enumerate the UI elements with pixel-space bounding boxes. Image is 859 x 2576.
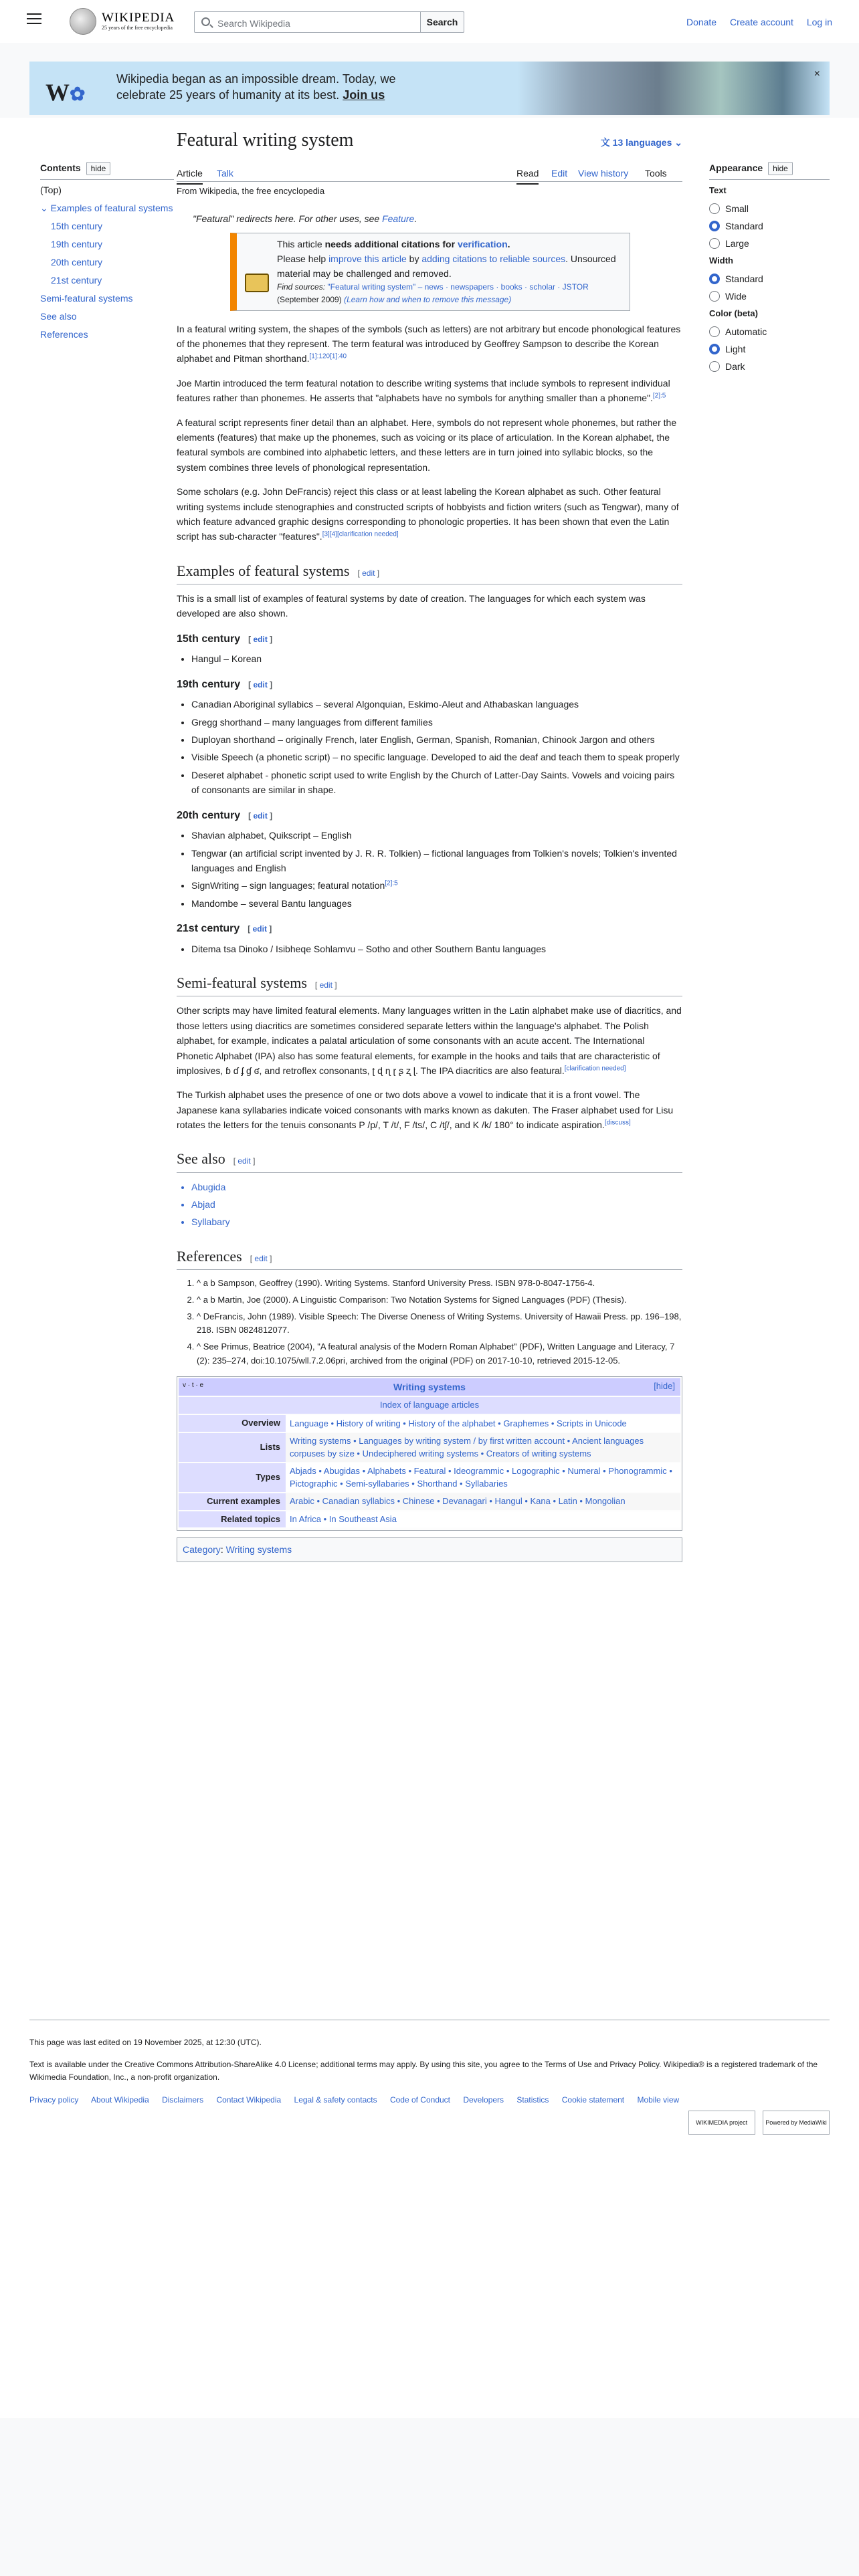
- heading-text: References: [177, 1247, 242, 1265]
- navbox-table: [179, 1414, 680, 1529]
- edit-label[interactable]: edit: [253, 634, 268, 644]
- see-also-item[interactable]: • Abugida: [191, 1180, 682, 1194]
- citation-ref[interactable]: [1]:40: [330, 352, 347, 360]
- navbox-above[interactable]: Index of language articles: [179, 1397, 680, 1414]
- intro-paragraph-1: [177, 322, 682, 366]
- footer-link[interactable]: Privacy policy: [29, 2095, 79, 2105]
- login-link[interactable]: Log in: [806, 17, 832, 27]
- text-large-radio[interactable]: Large: [709, 237, 830, 250]
- footer-link[interactable]: Legal & safety contacts: [294, 2095, 377, 2105]
- banner-image: [518, 62, 830, 115]
- heading-text: 21st century: [177, 923, 240, 935]
- footer-links: [29, 2094, 830, 2107]
- edit-label[interactable]: edit: [362, 568, 375, 578]
- color-label: Color (beta): [709, 308, 758, 318]
- reference-item[interactable]: 1. ^ a b Sampson, Geoffrey (1990). Writing Systems. Stanford University Press. ISBN 978-0-8047-1756-4.: [197, 1277, 682, 1291]
- text-standard-radio[interactable]: Standard: [709, 219, 830, 233]
- heading-text: Semi-featural systems: [177, 974, 307, 992]
- ambox-date: (September 2009): [277, 295, 342, 305]
- tab-tools[interactable]: Tools: [645, 168, 667, 179]
- navbox-row: [179, 1415, 680, 1432]
- citation-ref[interactable]: [4][clarification needed]: [329, 530, 399, 538]
- list-item[interactable]: • Deseret alphabet - phonetic script used to write English by the Church of Latter-Day Saints. Vowels and voicing pairs of consonants are similar in shape.: [191, 768, 682, 798]
- color-light-radio[interactable]: Light: [709, 342, 830, 356]
- edit-label[interactable]: edit: [253, 811, 268, 821]
- book-icon: [245, 274, 269, 292]
- navbox-title-link[interactable]: Writing systems: [393, 1381, 466, 1392]
- reference-list: [197, 1277, 682, 1368]
- navbox-title: [179, 1378, 680, 1396]
- section-edit-link[interactable]: [ edit ]: [314, 980, 337, 990]
- wikipedia-tagline: 25 years of the free encyclopedia: [102, 25, 173, 31]
- wikipedia-wordmark[interactable]: WIKIPEDIA: [102, 11, 175, 25]
- footer-link[interactable]: Cookie statement: [561, 2095, 625, 2105]
- footer-link[interactable]: Disclaimers: [162, 2095, 204, 2105]
- list-item[interactable]: [191, 878, 682, 893]
- heading-text: 15th century: [177, 633, 241, 645]
- banner-line-1: Wikipedia began as an impossible dream. Today, we: [116, 72, 396, 86]
- list-item[interactable]: • Visible Speech (a phonetic script) – no specific language. Developed to aid the deaf and teach them to speak properly: [191, 750, 682, 764]
- list-20th-century: [191, 828, 682, 911]
- tab-edit[interactable]: Edit: [551, 168, 568, 179]
- semi-paragraph-1: [177, 1003, 682, 1078]
- navbox-row-links[interactable]: Arabic • Canadian syllabics • Chinese • Devanagari • Hangul • Kana • Latin • Mongolian: [286, 1493, 680, 1510]
- footer-link[interactable]: Developers: [463, 2095, 504, 2105]
- ambox-text: This article: [277, 239, 325, 250]
- list-item[interactable]: • Ditema tsa Dinoko / Isibheqe Sohlamvu – Sotho and other Southern Bantu languages: [191, 942, 682, 956]
- heading-text: 19th century: [177, 678, 241, 690]
- paragraph-text: Some scholars (e.g. John DeFrancis) reject this class or at least labeling the Korean alphabet as such. Other featural writing systems include stenographies and constructed scripts of hobbyists and fiction writers (such as Tengwar), many of which feature advanced graphic designs corresponding to phonologic properties. It has been shown that even the Latin script has sub-character "features".: [177, 486, 679, 542]
- navbox-row: [179, 1511, 680, 1528]
- navbox-row-label: Lists: [179, 1433, 286, 1462]
- search-box[interactable]: [194, 11, 464, 33]
- section-edit-link[interactable]: [ edit ]: [250, 1253, 272, 1263]
- page-footer: [29, 2020, 830, 2126]
- page-title: Featural writing system: [177, 130, 354, 150]
- toc-item-examples[interactable]: [40, 202, 174, 215]
- list-item[interactable]: • Duployan shorthand – originally French, later English, German, Spanish, Romanian, Chinook Jargon and others: [191, 732, 682, 747]
- toc-item-references[interactable]: References: [40, 328, 88, 340]
- edit-label[interactable]: edit: [252, 924, 267, 934]
- toc-item-see-also[interactable]: See also: [40, 310, 77, 322]
- see-also-item[interactable]: • Abjad: [191, 1197, 682, 1212]
- hatnote-link[interactable]: Feature: [382, 213, 415, 224]
- mediawiki-badge[interactable]: Powered by MediaWiki: [763, 2111, 830, 2135]
- language-button[interactable]: 文 13 languages ⌄: [600, 137, 682, 148]
- toc-item-21st[interactable]: 21st century: [51, 274, 102, 286]
- intro-paragraph-2: [177, 376, 682, 406]
- last-edited: This page was last edited on 19 November 2025, at 12:30 (UTC).: [29, 2038, 262, 2047]
- width-standard-radio[interactable]: Standard: [709, 272, 830, 286]
- section-heading-15th: [177, 631, 682, 648]
- donate-link[interactable]: Donate: [686, 17, 717, 27]
- section-edit-link[interactable]: [ edit ]: [233, 1156, 256, 1166]
- license-text: Text is available under the Creative Commons Attribution-ShareAlike 4.0 License; additional terms may apply. By using this site, you agree to the Terms of Use and Privacy Policy. Wikipedia® is a registered trademark of the Wikimedia Foundation, Inc., a non-profit organization.: [29, 2060, 818, 2082]
- toc-item-semi-featural[interactable]: Semi-featural systems: [40, 292, 133, 304]
- ambox-text: Please help: [277, 253, 329, 265]
- reference-item[interactable]: 3. ^ DeFrancis, John (1989). Visible Speech: The Diverse Oneness of Writing Systems. University of Hawaii Press. pp. 196–198, 218. ISBN 0824812077.: [197, 1310, 682, 1338]
- writing-systems-navbox: [177, 1376, 682, 1531]
- verification-link[interactable]: verification: [457, 239, 508, 250]
- hatnote-text: "Featural" redirects here. For other uses, see: [193, 213, 383, 224]
- section-heading-20th: [177, 807, 682, 825]
- w25-logo: W✿: [45, 79, 86, 106]
- section-heading-19th: [177, 676, 682, 693]
- list-15th-century: [191, 651, 682, 666]
- section-edit-link[interactable]: [ edit ]: [357, 568, 380, 578]
- reference-item[interactable]: 4. ^ See Primus, Beatrice (2004), "A featural analysis of the Modern Roman Alphabet" (PDF), Written Language and Literacy, 7 (2): 235–274, doi:10.1075/wll.7.2.06pri, archived from the original (PDF) on 2017-10-10, retrieved 2015-12-05.: [197, 1340, 682, 1368]
- create-account-link[interactable]: Create account: [730, 17, 793, 27]
- tab-view-history[interactable]: View history: [578, 168, 629, 179]
- citation-ref[interactable]: [discuss]: [604, 1119, 631, 1127]
- navbox-row-label: Current examples: [179, 1493, 286, 1510]
- citation-ref[interactable]: [clarification needed]: [564, 1065, 626, 1073]
- list-item[interactable]: • Gregg shorthand – many languages from different families: [191, 715, 682, 730]
- main-menu-icon[interactable]: [27, 13, 41, 25]
- list-item[interactable]: • Mandombe – several Bantu languages: [191, 896, 682, 911]
- tab-article[interactable]: Article: [177, 166, 203, 185]
- toc-item-19th[interactable]: 19th century: [51, 239, 103, 250]
- navbox-row-links[interactable]: Language • History of writing • History of the alphabet • Graphemes • Scripts in Unicode: [286, 1415, 680, 1432]
- navbox-hide-button[interactable]: [hide]: [654, 1380, 675, 1391]
- fundraising-banner: [29, 62, 830, 115]
- width-label: Width: [709, 255, 733, 266]
- section-heading-see-also: [177, 1147, 682, 1172]
- paragraph-text: Other scripts may have limited featural elements. Many languages written in the Latin alphabet make use of diacritics, and those letters using diacritics are sometimes considered separate letters within the language's alphabet. The Polish alphabet, for example, indicates a palatal articulation of some consonants with an acute accent. The International Phonetic Alphabet (IPA) also has some featural elements, for example in the hooks and tails that are characteristic of implosives, ɓ ɗ ʄ ɠ ʛ, and retroflex consonants, ʈ ɖ ɳ ɽ ʂ ʐ ɭ. The IPA diacritics are also featural.: [177, 1005, 682, 1076]
- list-item[interactable]: • Shavian alphabet, Quikscript – English: [191, 828, 682, 843]
- tab-read[interactable]: Read: [516, 166, 539, 185]
- find-sources-label: Find sources:: [277, 282, 328, 292]
- hatnote: "Featural" redirects here. For other uses, see Feature.: [193, 213, 417, 224]
- banner-close-icon[interactable]: ×: [814, 68, 820, 80]
- search-icon: [201, 17, 210, 26]
- wikimedia-badge[interactable]: WIKIMEDIA project: [688, 2111, 755, 2135]
- heading-text: 20th century: [177, 809, 241, 821]
- text-small-radio[interactable]: Small: [709, 202, 830, 215]
- banner-line-2: celebrate 25 years of humanity at its best.: [116, 88, 340, 102]
- edit-label[interactable]: edit: [237, 1156, 251, 1166]
- section-edit-link[interactable]: [ edit ]: [248, 634, 273, 644]
- article-body: [177, 211, 682, 1562]
- toc-item-15th[interactable]: 15th century: [51, 221, 103, 232]
- section-heading-semi-featural: [177, 971, 682, 996]
- width-wide-radio[interactable]: Wide: [709, 290, 830, 303]
- navbox-row-links[interactable]: In Africa • In Southeast Asia: [286, 1511, 680, 1528]
- navbox-vte-links[interactable]: v · t · e: [183, 1381, 204, 1389]
- chevron-down-icon[interactable]: ⌄: [40, 203, 51, 214]
- text-size-label: Text: [709, 185, 727, 196]
- heading-text: Examples of featural systems: [177, 562, 350, 579]
- learn-remove-link[interactable]: (Learn how and when to remove this message): [344, 295, 512, 305]
- section-edit-link[interactable]: [ edit ]: [248, 924, 272, 934]
- citation-ref[interactable]: [2]:5: [652, 392, 666, 400]
- list-item[interactable]: • Hangul – Korean: [191, 651, 682, 666]
- banner-text: [116, 71, 396, 104]
- footer-link[interactable]: Statistics: [516, 2095, 549, 2105]
- category-link[interactable]: Writing systems: [225, 1544, 292, 1555]
- tab-talk[interactable]: Talk: [217, 168, 233, 179]
- footer-link[interactable]: Mobile view: [637, 2095, 680, 2105]
- intro-paragraph-3: A featural script represents finer detail than an alphabet. Here, symbols do not represent whole phonemes, but rather the elements (features) that make up the phonemes, such as voicing or its place of articulation. In the Korean alphabet, the featural symbols are combined into alphabetic letters, and these letters are in turn joined into syllabic blocks, so the system combines three levels of phonological representation.: [177, 417, 677, 473]
- see-also-list: [191, 1180, 682, 1230]
- paragraph-text: In a featural writing system, the shapes of the symbols (such as letters) are not arbitrary but encode phonological features of the phonemes that they represent. The term featural was introduced by Geoffrey Sampson to describe the Korean alphabet and Pitman shorthand.: [177, 323, 681, 364]
- improve-article-link[interactable]: improve this article: [328, 253, 407, 265]
- search-button[interactable]: Search: [420, 11, 464, 33]
- footer-link[interactable]: About Wikipedia: [91, 2095, 149, 2105]
- paragraph-text: Joe Martin introduced the term featural notation to describe writing systems that include symbols to represent individual features rather than phonemes. He asserts that "alphabets have no symbols for anything smaller than a phoneme".: [177, 377, 670, 404]
- section-edit-link[interactable]: [ edit ]: [248, 679, 273, 689]
- footer-link[interactable]: Contact Wikipedia: [216, 2095, 282, 2105]
- navbox-row: [179, 1493, 680, 1510]
- appearance-heading: Appearance: [709, 163, 763, 173]
- ambox-text: by: [406, 253, 422, 265]
- category-label[interactable]: Category: [183, 1544, 221, 1555]
- appearance-panel: [709, 160, 830, 377]
- citation-ref[interactable]: [3]: [322, 530, 330, 538]
- edit-label[interactable]: edit: [319, 980, 332, 990]
- citation-ref[interactable]: [2]:5: [385, 879, 398, 887]
- personal-tools: [676, 15, 832, 29]
- section-heading-references: [177, 1245, 682, 1270]
- intro-paragraph-4: [177, 484, 682, 544]
- list-item[interactable]: • Canadian Aboriginal syllabics – several Algonquian, Eskimo-Aleut and Athabaskan languages: [191, 697, 682, 712]
- semi-paragraph-2: [177, 1087, 682, 1132]
- footer-link[interactable]: Code of Conduct: [389, 2095, 450, 2105]
- edit-label[interactable]: edit: [254, 1253, 268, 1263]
- navbox-row: [179, 1433, 680, 1462]
- ambox-text: . Unsourced material may be challenged and removed.: [277, 253, 616, 279]
- navbox-row-label: Types: [179, 1463, 286, 1492]
- reference-item[interactable]: 2. ^ a b Martin, Joe (2000). A Linguistic Comparison: Two Notation Systems for Signed Languages (PDF) (Thesis).: [197, 1293, 682, 1307]
- toc-heading: Contents: [40, 163, 81, 173]
- language-count[interactable]: 13 languages: [612, 137, 672, 148]
- list-item-text[interactable]: SignWriting – sign languages; featural notation: [191, 880, 385, 891]
- edit-label[interactable]: edit: [253, 679, 268, 689]
- ambox-bold: needs additional citations for: [324, 239, 458, 250]
- wikipedia-globe-logo[interactable]: [70, 8, 96, 35]
- search-input[interactable]: Search Wikipedia: [217, 18, 290, 29]
- citation-ref[interactable]: [1]:120: [309, 352, 330, 360]
- toc-item-top[interactable]: (Top): [40, 185, 62, 196]
- navbox-row-links[interactable]: Writing systems • Languages by writing system / by first written account • Ancient languages corpuses by size • Undeciphered writing systems • Creators of writing systems: [286, 1433, 680, 1462]
- section-heading-21st: [177, 920, 682, 938]
- examples-intro: This is a small list of examples of featural systems by date of creation. The languages for which each system was developed are also shown.: [177, 593, 646, 619]
- color-automatic-radio[interactable]: Automatic: [709, 325, 830, 338]
- heading-text: See also: [177, 1150, 225, 1168]
- adding-citations-link[interactable]: adding citations to reliable sources: [421, 253, 566, 265]
- join-us-link[interactable]: Join us: [343, 88, 385, 102]
- toc-item-20th[interactable]: 20th century: [51, 256, 103, 267]
- list-19th-century: [191, 697, 682, 797]
- category-box: Category: Writing systems: [177, 1537, 682, 1562]
- navbox-row-links[interactable]: Abjads • Abugidas • Alphabets • Featural • Ideogrammic • Logographic • Numeral • Phonogrammic • Pictographic • Semi-syllabaries • Shorthand • Syllabaries: [286, 1463, 680, 1492]
- find-sources-links[interactable]: "Featural writing system" – news · newspapers · books · scholar · JSTOR: [327, 282, 589, 292]
- navbox-row: [179, 1463, 680, 1492]
- site-header: [0, 0, 859, 43]
- site-subtitle: From Wikipedia, the free encyclopedia: [177, 186, 325, 196]
- citation-notice: This article needs additional citations for verification. Please help improve this article by adding citations to reliable sources. Unsourced material may be challenged and removed. Find sources: "Featural writing system" – news · newspapers · books · scholar · JSTOR (September 2009) (Learn how and when to remove this message): [230, 233, 630, 310]
- paragraph-text: The Turkish alphabet uses the presence of one or two dots above a vowel to indicate that it is a front vowel. The Japanese kana syllabaries indicate voiced consonants with marks known as dakuten. The Fraser alphabet used for Lisu rotates the letters for the tenuis consonants P /p/, T /t/, F /ts/, C /tʃ/, and K /k/ 180° to indicate aspiration.: [177, 1089, 674, 1131]
- section-heading-examples: [177, 559, 682, 584]
- page-tabs: [177, 162, 682, 182]
- toc-hide-button[interactable]: hide: [86, 162, 111, 175]
- appearance-hide-button[interactable]: hide: [768, 162, 793, 175]
- navbox-row-label: Overview: [179, 1415, 286, 1432]
- footer-badges: [683, 2111, 830, 2135]
- table-of-contents: [40, 160, 174, 346]
- toc-item-label[interactable]: Examples of featural systems: [50, 203, 173, 214]
- see-also-item[interactable]: • Syllabary: [191, 1214, 682, 1229]
- section-edit-link[interactable]: [ edit ]: [248, 811, 273, 821]
- list-21st-century: [191, 942, 682, 956]
- navbox-row-label: Related topics: [179, 1511, 286, 1528]
- list-item[interactable]: • Tengwar (an artificial script invented by J. R. R. Tolkien) – fictional languages from Tolkien's novels; Tolkien's invented languages and English: [191, 846, 682, 876]
- color-dark-radio[interactable]: Dark: [709, 360, 830, 373]
